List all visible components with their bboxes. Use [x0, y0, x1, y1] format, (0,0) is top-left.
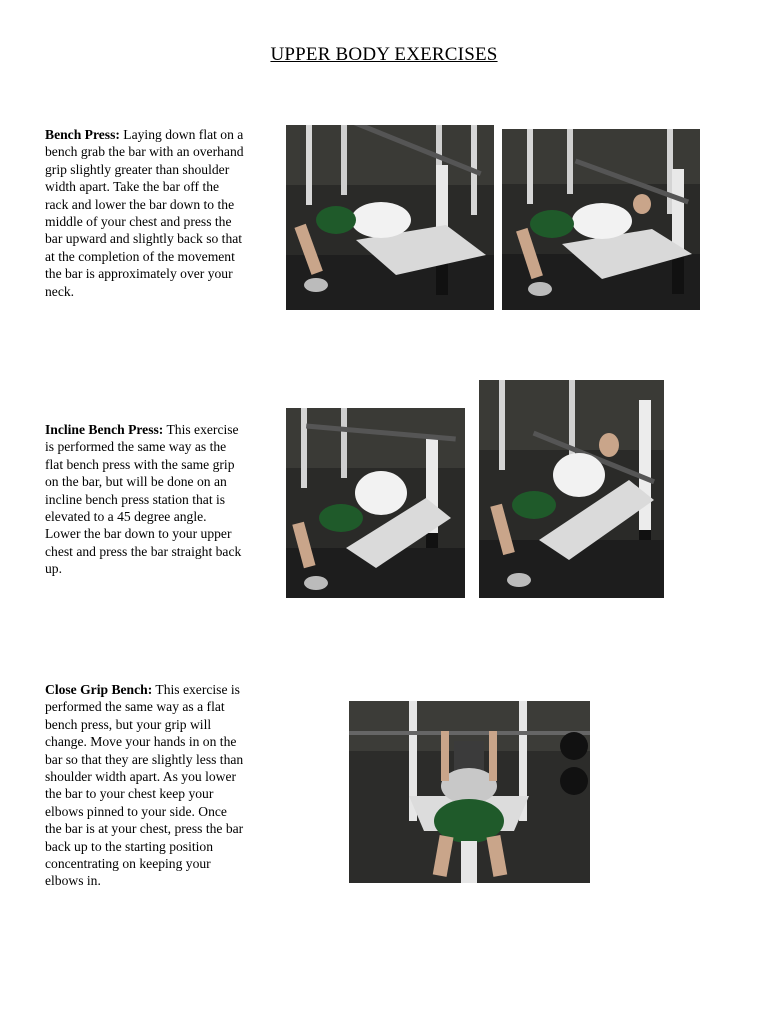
incline-bench-press-text: This exercise is performed the same way as the flat bench press with the same grip on the bar, but will be done on an incline bench press station that is elevated to a 45 degree angle. Lower the bar down to your upper chest and press the bar straight back up.: [45, 422, 242, 577]
close-grip-bench-photo: [349, 701, 590, 883]
close-grip-bench-text: This exercise is performed the same way as a flat bench press, but your grip will change. Move your hands in on the bar so that they are slightly less than shoulder width apart. As you lower the bar to your chest keep your elbows pinned to your side. Once the bar is at your chest, press the bar back up to the starting position concentrating on keeping your elbows in.: [45, 682, 244, 889]
incline-bench-press-photo-2: [479, 380, 664, 598]
bench-press-photo-1: [286, 125, 494, 310]
bench-press-heading: Bench Press:: [45, 127, 120, 142]
incline-bench-press-photo-1: [286, 408, 465, 598]
incline-bench-press-description: [45, 421, 245, 578]
close-grip-bench-description: [45, 681, 245, 890]
page-title: UPPER BODY EXERCISES: [270, 44, 498, 65]
bench-press-text: Laying down flat on a bench grab the bar with an overhand grip slightly greater than shoulder width apart. Take the bar off the rack and lower the bar down to the middle of your chest and press the bar upward and slightly back so that at the completion of the movement the bar is approximately over your neck.: [45, 127, 244, 299]
incline-bench-press-heading: Incline Bench Press:: [45, 422, 164, 437]
bench-press-photo-2: [502, 129, 700, 310]
bench-press-description: [45, 126, 245, 300]
close-grip-bench-heading: Close Grip Bench:: [45, 682, 153, 697]
